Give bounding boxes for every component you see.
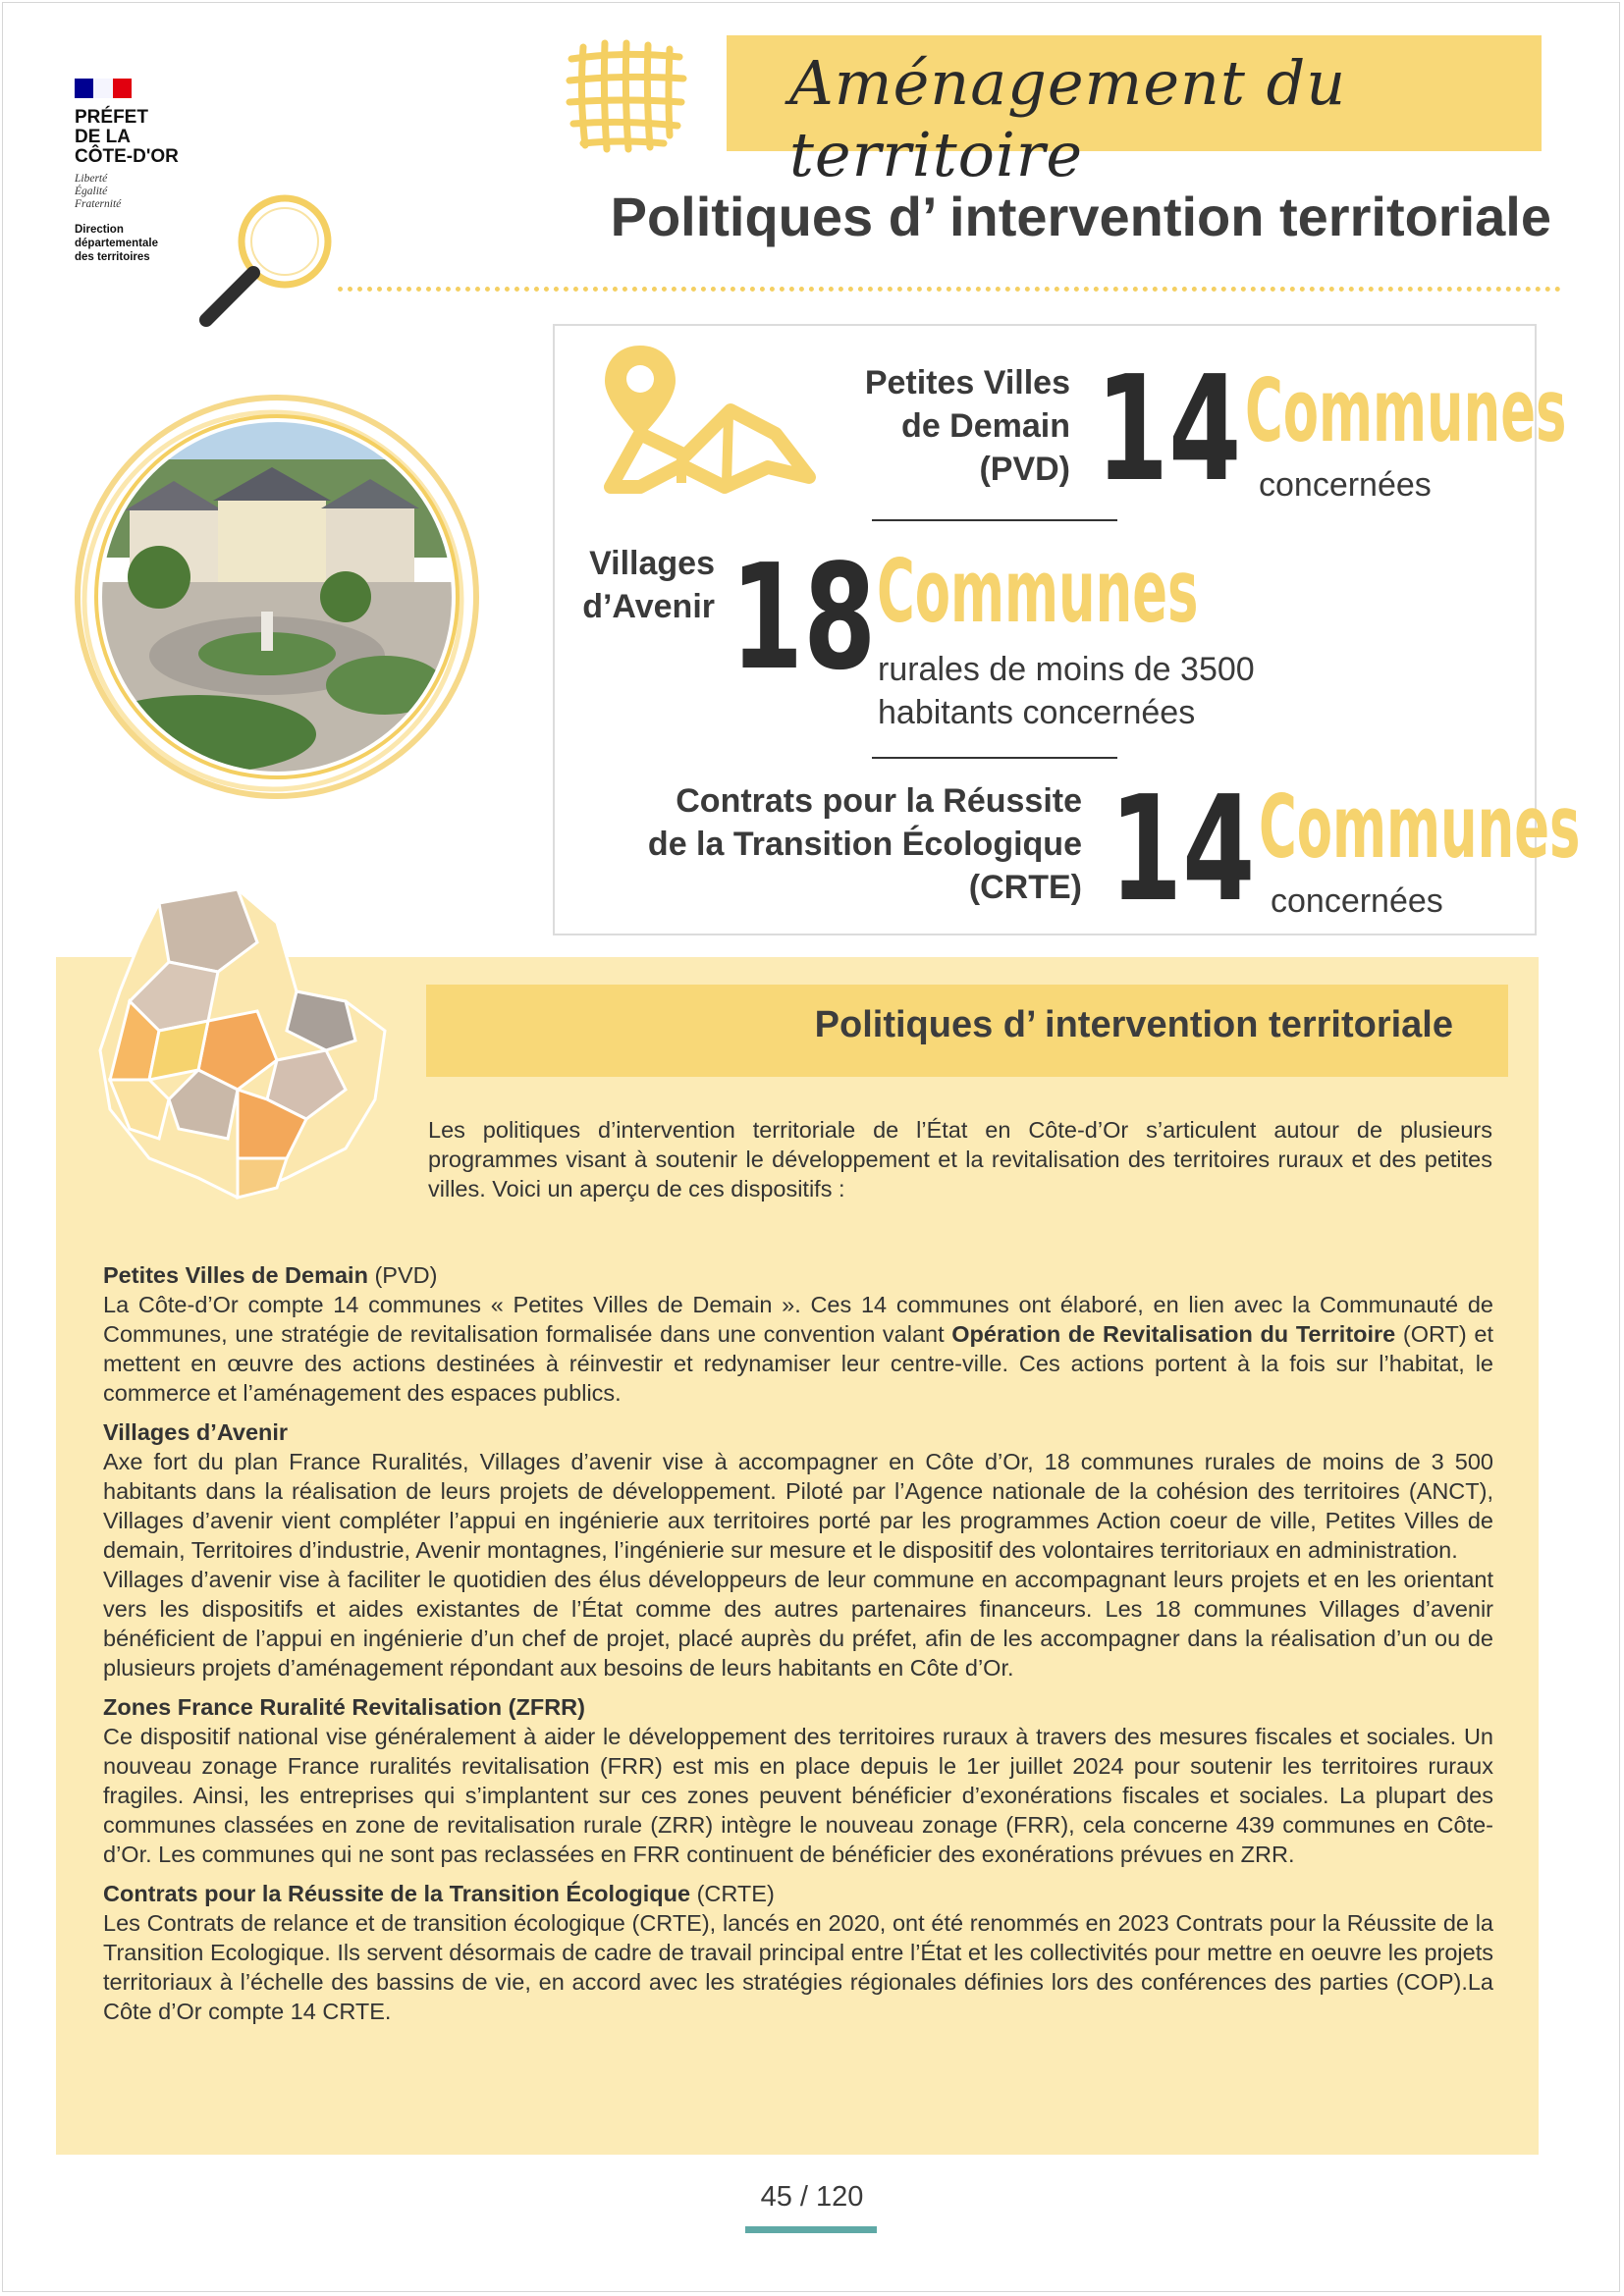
crte-number: 14 (1110, 765, 1256, 934)
villages-number: 18 (731, 533, 877, 702)
pvd-label: Petites Villes de Demain (PVD) (864, 364, 1070, 488)
magnifier-icon (187, 187, 344, 334)
villages-sub: rurales de moins de 3500 habitants concernées (878, 651, 1255, 731)
ort-term: Opération de Revitalisation du Territoire (951, 1321, 1396, 1347)
crte-sub: concernées (1271, 882, 1443, 920)
pvd-title: Petites Villes de Demain (103, 1262, 368, 1288)
villages-paragraph-2: Villages d’avenir vise à faciliter le quotidien des élus développeurs de leur commune en accompagnant leurs projets et en les orientant vers les dispositifs et aides existantes de l’État comme des autres partenaires financeurs. Les 18 communes Villages d’avenir bénéficient de l’appui en ingénierie d’un chef de projet, placé auprès du préfet, afin de les accompagner dans la réalisation d’un ou de plusieurs projets d’aménagement répondant aux besoins de leurs habitants en Côte d’Or. (103, 1567, 1493, 1681)
zfrr-title: Zones France Ruralité Revitalisation (ZFRR) (103, 1694, 585, 1720)
pvd-communes-label: Communes (1245, 360, 1567, 461)
villages-block (103, 1417, 1493, 1682)
page-number: 45 / 120 (760, 2181, 864, 2213)
zfrr-block (103, 1692, 1493, 1869)
villages-communes-label: Communes (877, 541, 1199, 642)
republic-motto: Liberté Égalité Fraternité (75, 173, 122, 210)
village-photo (71, 391, 483, 803)
zfrr-text: Ce dispositif national vise généralement à aider le développement des territoires ruraux à travers des mesures fiscales et sociales. Un nouveau zonage France ruralités revitalisation (FRR) est mis en place depuis le 1er juillet 2024 pour soutenir les territoires ruraux fragiles. Ainsi, les entreprises qui s’implantent sur ces zones peuvent bénéficier d’exonérations fiscales et sociales. La plupart des communes classées en zone de revitalisation rurale (ZRR) intègre le nouveau zonage (FRR), cela concerne 439 communes en Côte-d’Or. Les communes qui ne sont pas reclassées en FRR continuent de bénéficier des exonérations prévues en ZRR. (103, 1724, 1493, 1867)
cote-dor-map (90, 883, 405, 1217)
category-title: Aménagement du territoire (789, 47, 1347, 190)
pvd-title-suffix: (PVD) (367, 1262, 438, 1288)
pvd-number: 14 (1096, 345, 1242, 513)
pvd-text-end: (ORT) et mettent en œuvre des actions destinées à réinvestir et redynamiser leur centre-ville. Ces actions portent à la fois sur l’habitat, le commerce et l’aménagement des espaces publics. (103, 1321, 1493, 1406)
crte-communes-label: Communes (1259, 776, 1581, 878)
crte-text: Les Contrats de relance et de transition écologique (CRTE), lancés en 2020, ont été renommés en 2023 Contrats pour la Réussite de la Transition Ecologique. Ils servent désormais de cadre de travail principal entre l’État et les collectivités pour mettre en oeuvre les projets territoriaux à l’échelle des bassins de vie, en accord avec les stratégies régionales définies lors des conférences des parties (COP).La Côte d’Or compte 14 CRTE. (103, 1910, 1493, 2024)
villages-label: Villages d’Avenir (582, 545, 715, 625)
page-number-underline (745, 2226, 877, 2233)
stats-divider (872, 757, 1117, 759)
map-pin-icon (601, 340, 817, 497)
crte-title-suffix: (CRTE) (690, 1881, 775, 1906)
dotted-divider (338, 287, 1561, 292)
crte-title: Contrats pour la Réussite de la Transition Écologique (103, 1881, 691, 1906)
section-title: Politiques d’ intervention territoriale (814, 1004, 1453, 1045)
grid-sketch-icon (562, 37, 689, 155)
direction-name: Direction départementale des territoires (75, 224, 159, 263)
french-flag-icon (75, 79, 132, 98)
villages-title: Villages d’Avenir (103, 1419, 289, 1445)
logo-title: PRÉFET DE LA CÔTE-D'OR (75, 107, 179, 167)
crte-label: Contrats pour la Réussite de la Transition Écologique (CRTE) (647, 782, 1082, 906)
crte-block (103, 1879, 1493, 2026)
stats-divider (872, 519, 1117, 521)
page-title: Politiques d’ intervention territoriale (610, 186, 1551, 247)
villages-paragraph-1: Axe fort du plan France Ruralités, Villages d’avenir vise à accompagner en Côte d’Or, 18 communes rurales de moins de 3 500 habitants dans la réalisation de leurs projets de développement. Piloté par l’Agence nationale de la cohésion des territoires (ANCT), Villages d’avenir vient compléter l’appui en ingénierie aux territoires porté par les programmes Action coeur de ville, Petites Villes de demain, Territoires d’industrie, Avenir montagnes, l’ingénierie sur mesure et le dispositif des volontaires territoriaux en administration. (103, 1449, 1493, 1563)
policies-body (103, 1260, 1493, 2036)
intro-paragraph: Les politiques d’intervention territoriale de l’État en Côte-d’Or s’articulent autour de plusieurs programmes visant à soutenir le développement et la revitalisation des territoires ruraux et des petites villes. Voici un aperçu de ces dispositifs : (428, 1117, 1492, 1201)
pvd-block (103, 1260, 1493, 1408)
pvd-sub: concernées (1259, 466, 1432, 504)
pvd-text: La Côte-d’Or compte 14 communes « Petites Villes de Demain ». Ces 14 communes ont élaboré, en lien avec la Communauté de Communes, une stratégie de revitalisation formalisée dans une convention valant (103, 1292, 1493, 1347)
